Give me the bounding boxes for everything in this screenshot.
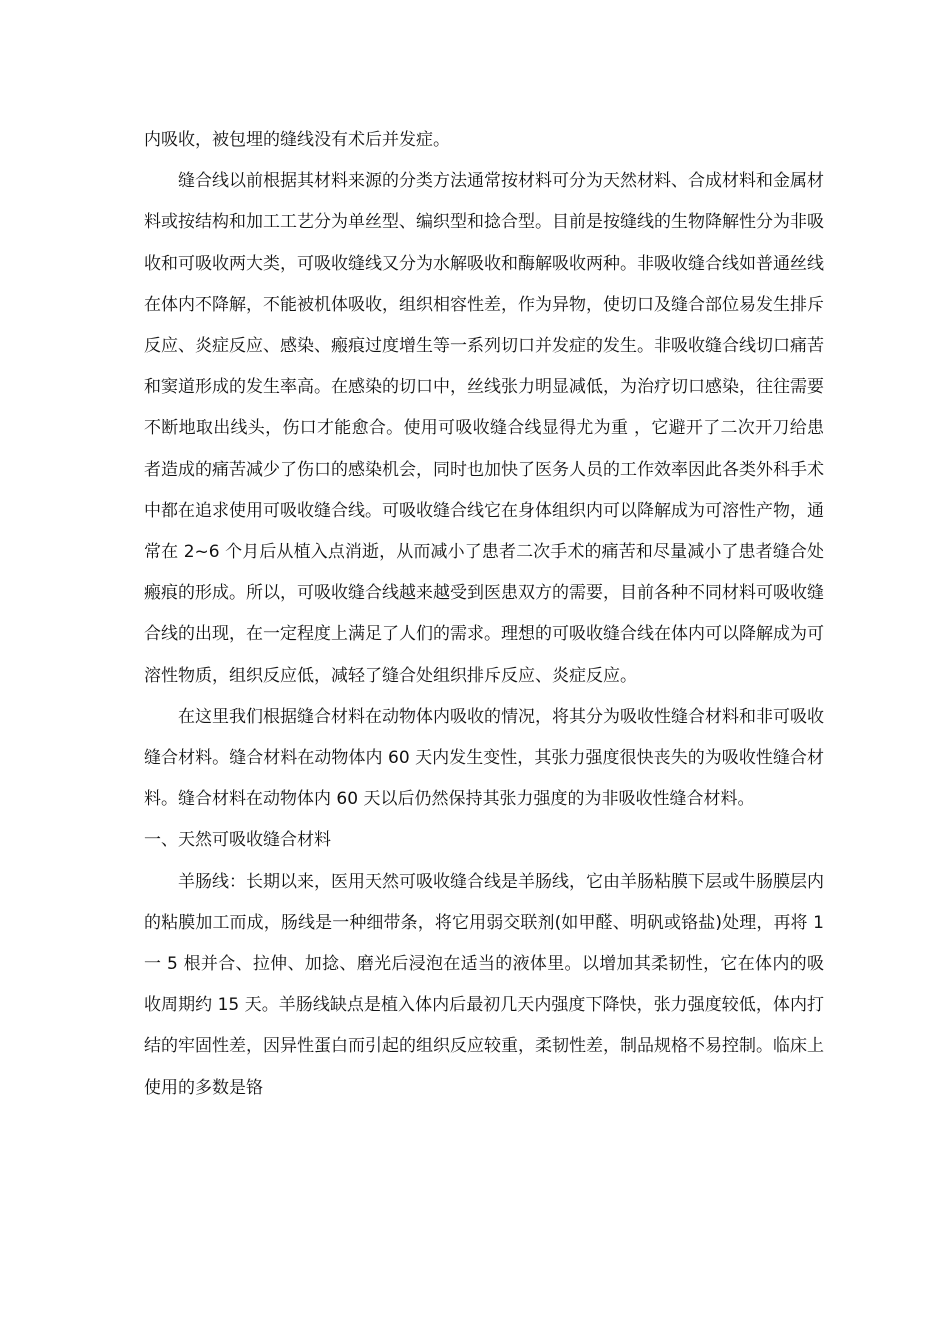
paragraph-catgut: 羊肠线：长期以来，医用天然可吸收缝合线是羊肠线，它由羊肠粘膜下层或牛肠膜层内的粘膜加工而成，肠线是一种细带条，将它用弱交联剂(如甲醛、明矾或铬盐)处理，再将 1 一 5 根并合、拉伸、加捻、磨光后浸泡在适当的液体里。以增加其柔韧性，它在体内的吸收周期约 15 天。羊肠线缺点是植入体内后最初几天内强度下降快，张力强度较低，体内打结的牢固性差，因异性蛋白而引起的组织反应较重，柔韧性差，制品规格不易控制。临床上使用的多数是铬 — [144, 871, 824, 1098]
paragraph-absorbable-definition: 在这里我们根据缝合材料在动物体内吸收的情况，将其分为吸收性缝合材料和非可吸收缝合材料。缝合材料在动物体内 60 天内发生变性，其张力强度很快丧失的为吸收性缝合材料。缝合材料在动物体内 60 天以后仍然保持其张力强度的为非吸收性缝合材料。 — [144, 706, 824, 810]
section-heading-natural-absorbable: 一、天然可吸收缝合材料 — [144, 830, 331, 851]
paragraph-continuation: 内吸收，被包埋的缝线没有术后并发症。 — [144, 130, 450, 150]
document-body — [144, 120, 824, 1109]
paragraph-suture-classification: 缝合线以前根据其材料来源的分类方法通常按材料可分为天然材料、合成材料和金属材料或按结构和加工工艺分为单丝型、编织型和捻合型。目前是按缝线的生物降解性分为非吸收和可吸收两大类，可吸收缝线又分为水解吸收和酶解吸收两种。非吸收缝合线如普通丝线在体内不降解，不能被机体吸收，组织相容性差，作为异物，使切口及缝合部位易发生排斥反应、炎症反应、感染、瘢痕过度增生等一系列切口并发症的发生。非吸收缝合线切口痛苦和窦道形成的发生率高。在感染的切口中，丝线张力明显减低，为治疗切口感染，往往需要不断地取出线头，伤口才能愈合。使用可吸收缝合线显得尤为重 ，它避开了二次开刀给患者造成的痛苦减少了伤口的感染机会，同时也加快了医务人员的工作效率因此各类外科手术中都在追求使用可吸收缝合线。可吸收缝合线它在身体组织内可以降解成为可溶性产物，通常在 2~6 个月后从植入点消逝，从而减小了患者二次手术的痛苦和尽量减小了患者缝合处瘢痕的形成。所以，可吸收缝合线越来越受到医患双方的需要，目前各种不同材料可吸收缝合线的出现，在一定程度上满足了人们的需求。理想的可吸收缝合线在体内可以降解成为可溶性物质，组织反应低，减轻了缝合处组织排斥反应、炎症反应。 — [144, 171, 824, 686]
